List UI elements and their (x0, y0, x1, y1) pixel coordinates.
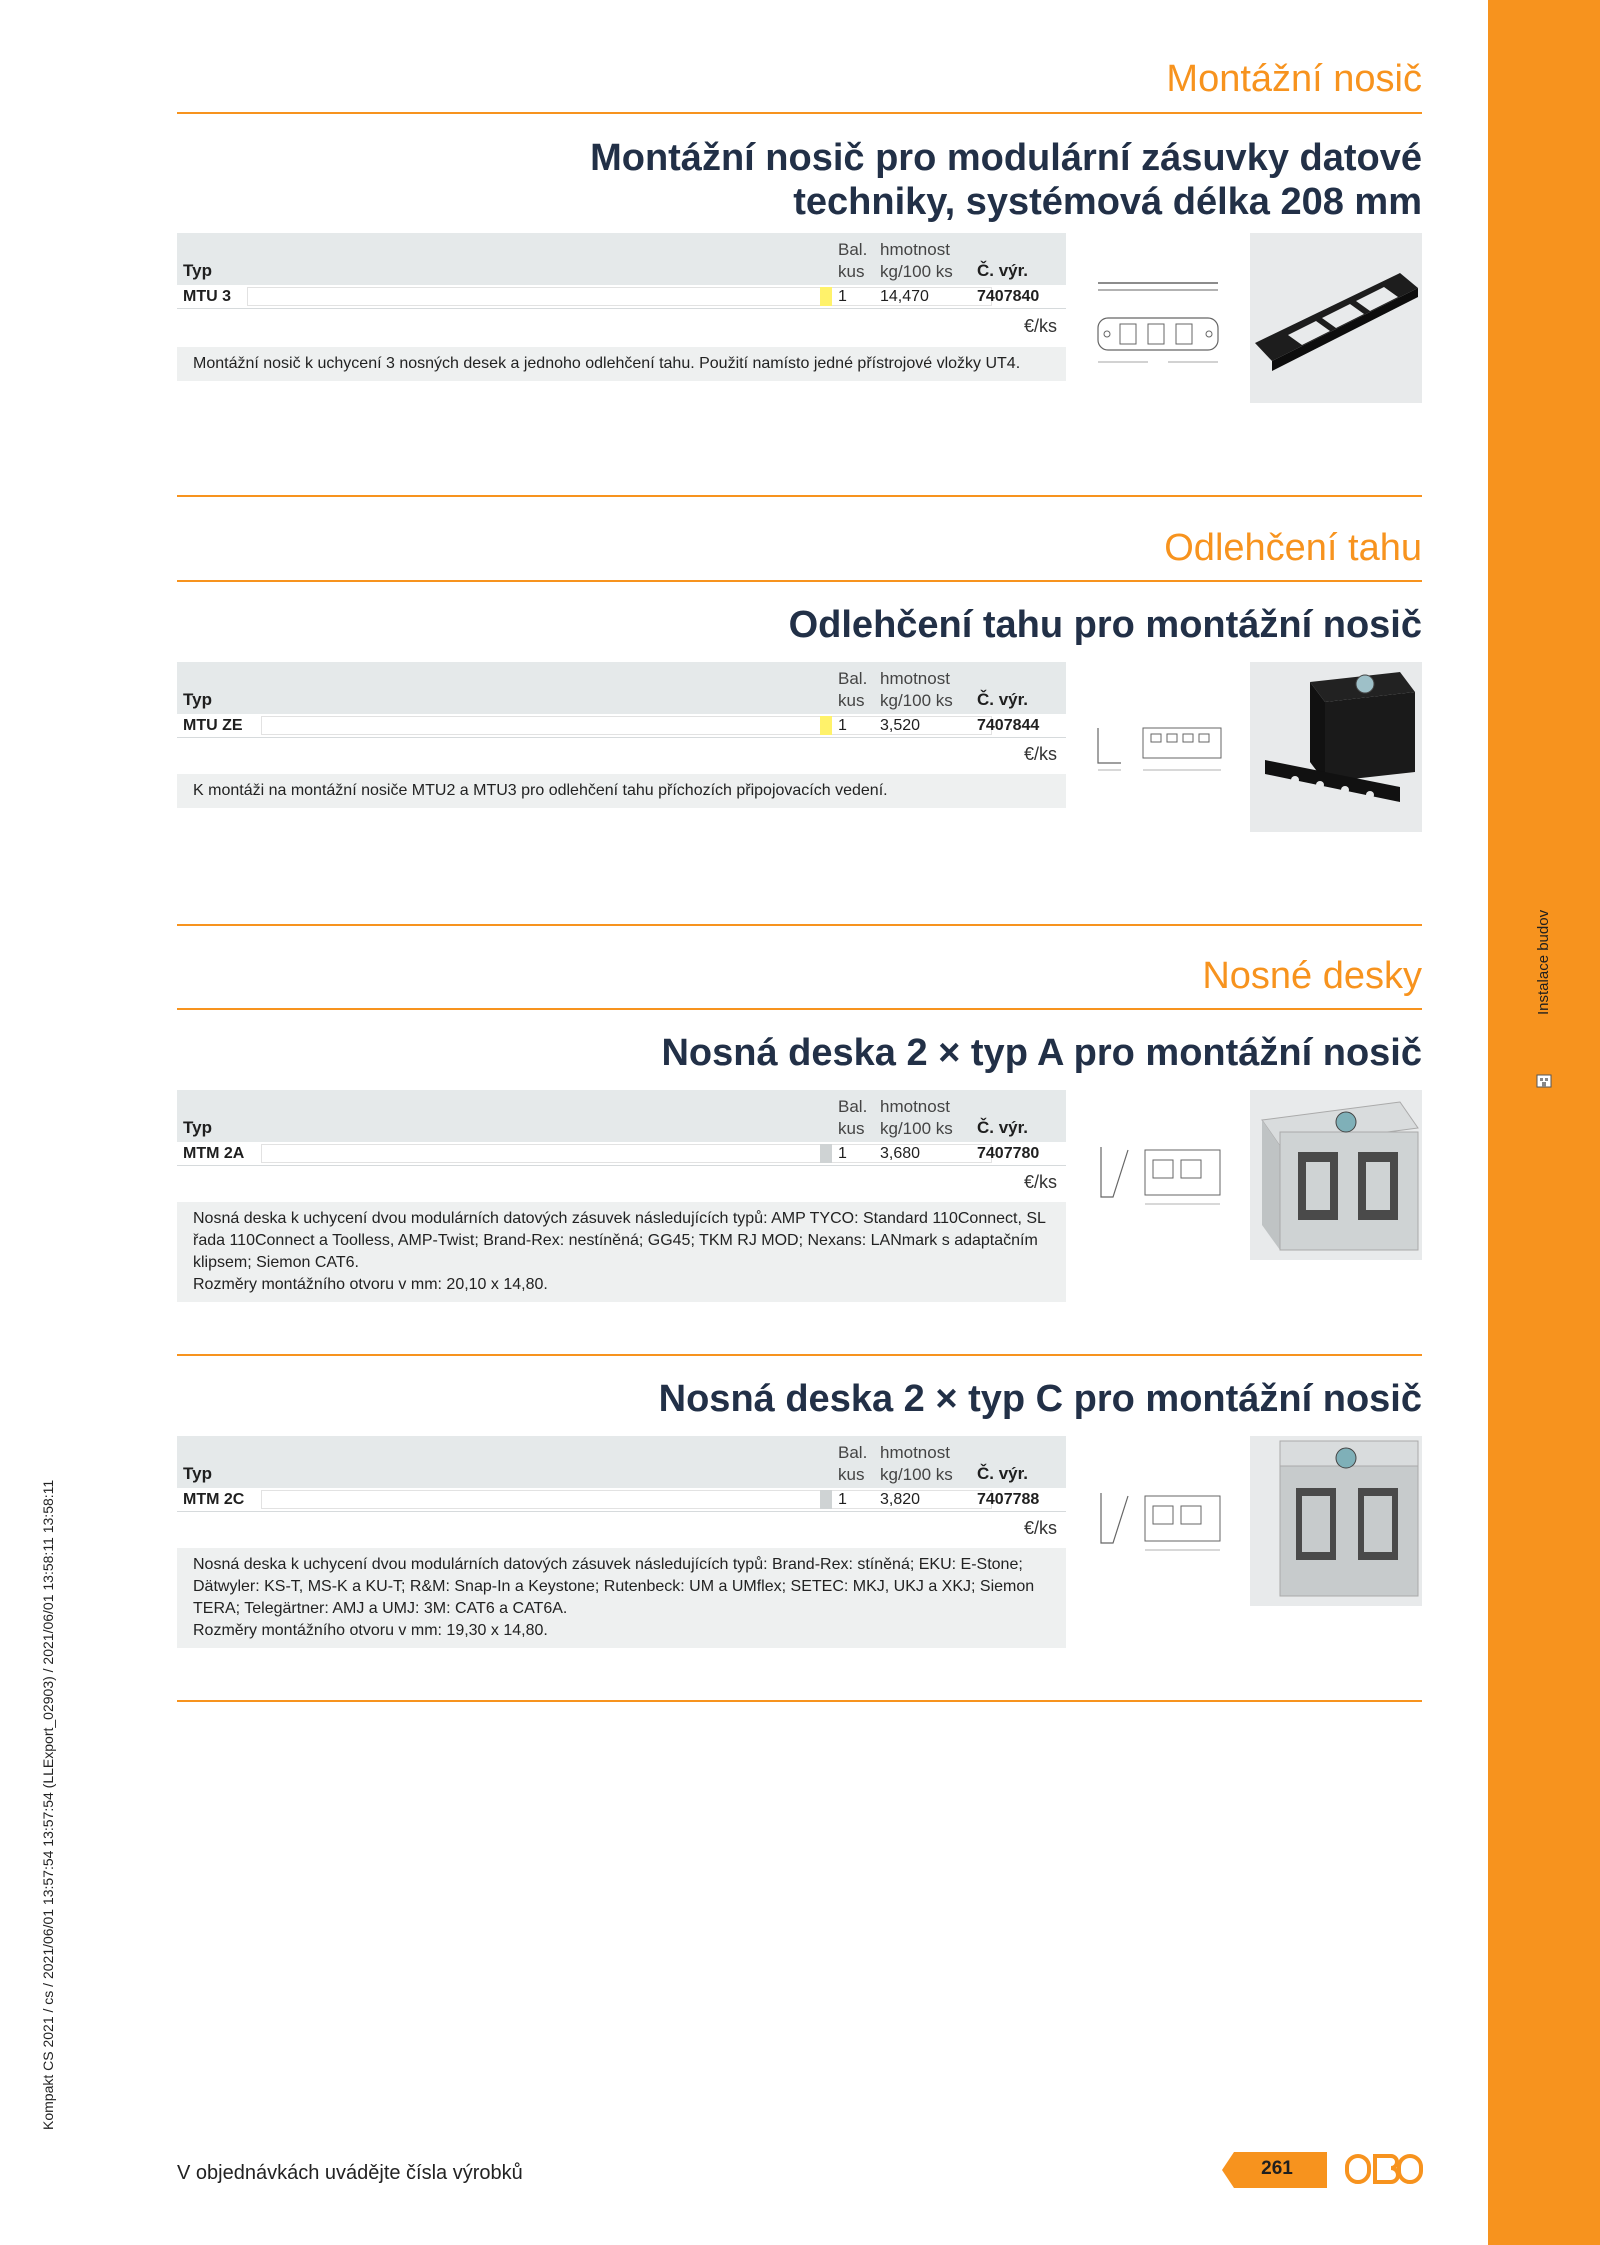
col-bal: Bal. kus (838, 669, 868, 710)
cell-typ: MTM 2A (183, 1145, 245, 1162)
description-text: Nosná deska k uchycení dvou modulárních datových zásuvek následujících typů: Brand-Rex: stíněná; EKU: E-Stone; Dätwyler: KS-T, MS-K a KU-T; R&M: Snap-In a Keystone; Rutenbeck: UM a UMflex; SETEC: MKJ, UKJ a XKJ; Siemon TERA; Telegärtner: AMJ a UMJ: 3M: CAT6 a CAT6A. (193, 1556, 1035, 1617)
product-description: K montáži na montážní nosiče MTU2 a MTU3 pro odlehčení tahu příchozích připojovacích vedení. (177, 774, 1066, 808)
col-mass: hmotnost kg/100 ks (880, 1443, 953, 1484)
cell-mass: 14,470 (880, 288, 929, 305)
cell-article-number: 7407844 (977, 717, 1040, 734)
cell-mass: 3,820 (880, 1491, 921, 1508)
cell-bal: 1 (838, 1145, 847, 1162)
row-flag (820, 716, 832, 735)
product-photo (1250, 1090, 1422, 1260)
product-title-line: techniky, systémová délka 208 mm (793, 181, 1422, 223)
col-article-number: Č. výr. (977, 690, 1029, 709)
product-title: Nosná deska 2 × typ C pro montážní nosič (658, 1378, 1422, 1420)
table-row (177, 1488, 1066, 1512)
col-typ: Typ (183, 261, 212, 280)
col-article-number: Č. výr. (977, 1118, 1029, 1137)
table-header (177, 1436, 1066, 1488)
page-number: 261 (1261, 2158, 1293, 2179)
product-description (177, 1548, 1066, 1648)
price-unit: €/ks (1024, 744, 1058, 764)
price-unit: €/ks (1024, 316, 1058, 336)
col-bal: Bal. kus (838, 240, 868, 281)
row-flag (820, 1144, 832, 1163)
cell-bal: 1 (838, 1491, 847, 1508)
col-typ: Typ (183, 690, 212, 709)
col-typ: Typ (183, 1464, 212, 1483)
support-plate-c-image (1250, 1436, 1422, 1606)
cell-bal: 1 (838, 717, 847, 734)
technical-drawing (1093, 718, 1228, 778)
col-typ: Typ (183, 1118, 212, 1137)
cell-typ: MTU 3 (183, 288, 231, 305)
product-table (177, 662, 1066, 738)
col-article-number: Č. výr. (977, 1464, 1029, 1483)
obo-logo (1345, 2152, 1423, 2188)
product-title: Odlehčení tahu pro montážní nosič (788, 604, 1422, 646)
table-row (177, 285, 1066, 309)
footer-note: V objednávkách uvádějte čísla výrobků (177, 2162, 523, 2184)
side-section-label: Instalace budov (1535, 909, 1552, 1015)
mounting-carrier-image (1250, 233, 1422, 403)
section-rule (177, 1008, 1422, 1010)
technical-drawing (1093, 268, 1228, 378)
price-unit: €/ks (1024, 1518, 1058, 1538)
table-row (177, 1142, 1066, 1166)
support-plate-a-image (1250, 1090, 1422, 1260)
table-header (177, 1090, 1066, 1142)
cell-typ: MTU ZE (183, 717, 243, 734)
strain-relief-image (1250, 662, 1422, 832)
product-description: Montážní nosič k uchycení 3 nosných desek a jednoho odlehčení tahu. Použití namísto jedné přístrojové vložky UT4. (177, 347, 1066, 381)
building-icon (1534, 1070, 1554, 1090)
cell-mass: 3,520 (880, 717, 921, 734)
product-title (590, 136, 1422, 224)
col-mass: hmotnost kg/100 ks (880, 669, 953, 710)
section-rule (177, 112, 1422, 114)
col-mass: hmotnost kg/100 ks (880, 240, 953, 281)
section-heading: Odlehčení tahu (1164, 527, 1422, 569)
product-photo (1250, 662, 1422, 832)
section-rule (177, 1354, 1422, 1356)
technical-drawing (1093, 1142, 1228, 1212)
cell-article-number: 7407788 (977, 1491, 1040, 1508)
product-photo (1250, 1436, 1422, 1606)
product-table (177, 1436, 1066, 1512)
col-bal: Bal. kus (838, 1443, 868, 1484)
side-color-bar (1488, 0, 1600, 2245)
product-table (177, 1090, 1066, 1166)
cell-article-number: 7407780 (977, 1145, 1040, 1162)
cell-mass: 3,680 (880, 1145, 921, 1162)
description-dimensions: Rozměry montážního otvoru v mm: 20,10 x 14,80. (193, 1276, 548, 1293)
product-title: Nosná deska 2 × typ A pro montážní nosič (661, 1032, 1422, 1074)
section-rule (177, 495, 1422, 497)
product-title-line: Montážní nosič pro modulární zásuvky datové (590, 137, 1422, 179)
print-metadata: Kompakt CS 2021 / cs / 2021/06/01 13:57:54 13:57:54 (LLExport_02903) / 2021/06/01 13:58:11 13:58:11 (40, 1479, 56, 2130)
col-bal: Bal. kus (838, 1097, 868, 1138)
cell-typ: MTM 2C (183, 1491, 245, 1508)
section-rule (177, 1700, 1422, 1702)
section-rule (177, 924, 1422, 926)
product-photo (1250, 233, 1422, 403)
product-description (177, 1202, 1066, 1302)
description-text: Nosná deska k uchycení dvou modulárních datových zásuvek následujících typů: AMP TYCO: Standard 110Connect, SL řada 110Connect a Toolless, AMP-Twist; Brand-Rex: nestíněná; GG45; TKM RJ MOD; Nexans: LANmark s adaptačním klipsem; Siemon CAT6. (193, 1210, 1046, 1271)
price-unit: €/ks (1024, 1172, 1058, 1192)
technical-drawing (1093, 1488, 1228, 1558)
col-mass: hmotnost kg/100 ks (880, 1097, 953, 1138)
table-row (177, 714, 1066, 738)
cell-article-number: 7407840 (977, 288, 1040, 305)
section-heading: Montážní nosič (1166, 58, 1422, 100)
table-header (177, 233, 1066, 285)
col-article-number: Č. výr. (977, 261, 1029, 280)
section-heading: Nosné desky (1202, 955, 1422, 997)
table-header (177, 662, 1066, 714)
section-rule (177, 580, 1422, 582)
description-dimensions: Rozměry montážního otvoru v mm: 19,30 x 14,80. (193, 1622, 548, 1639)
row-flag (820, 287, 832, 306)
row-flag (820, 1490, 832, 1509)
cell-bal: 1 (838, 288, 847, 305)
product-table (177, 233, 1066, 309)
